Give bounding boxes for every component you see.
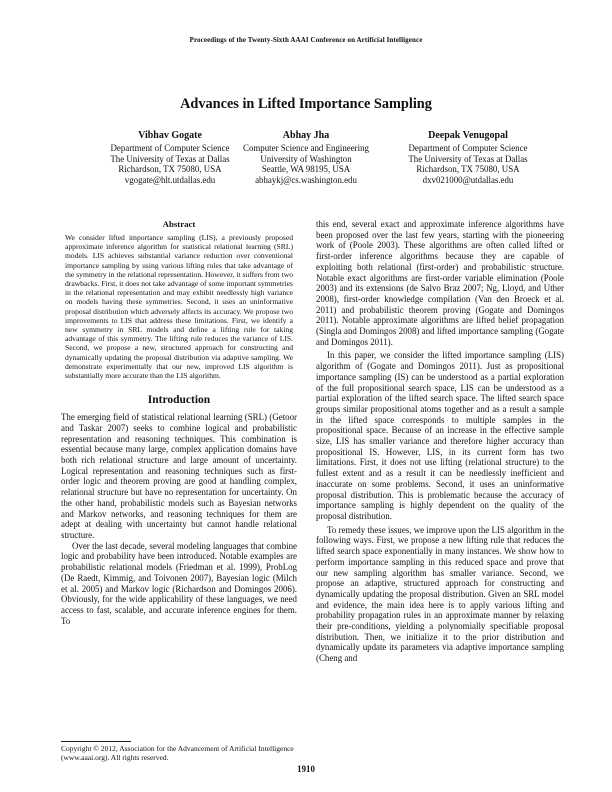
author-email: abhaykj@cs.washington.edu xyxy=(255,175,357,186)
author-address: Seattle, WA 98195, USA xyxy=(261,164,351,175)
abstract-heading: Abstract xyxy=(162,219,196,229)
author-dept: Department of Computer Science xyxy=(110,142,230,153)
author-email: vgogate@hlt.utdallas.edu xyxy=(124,175,216,186)
author-email: dxv021000@utdallas.edu xyxy=(422,175,514,186)
author-address: Richardson, TX 75080, USA xyxy=(416,164,520,175)
author-name: Abhay Jha xyxy=(282,130,330,141)
introduction-heading: Introduction xyxy=(147,394,211,407)
intro-paragraph-1: The emerging field of statistical relational learning (SRL) (Getoor and Taskar 2007) seeks to combine logical and probabilistic representation and reasoning techniques. This combination is essential because many large, complex application domains have both rich relational structure and large amount of uncertainty. Logical representation and reasoning techniques such as first-order logic and theorem proving are good at handling complex, relational structure but have no representation for uncertainty. On the other hand, probabilistic models such as Bayesian networks and Markov networks, and reasoning techniques for them are adept at dealing with uncertainty but cannot handle relational structure. xyxy=(61,412,297,540)
copyright-footnote: Copyright © 2012, Association for the Advancement of Artificial Intelligence (www.aaai.org). All rights reserved. xyxy=(61,744,294,762)
left-column xyxy=(61,219,297,626)
author-org: The University of Texas at Dallas xyxy=(110,153,230,164)
intro-paragraph-5: To remedy these issues, we improve upon the LIS algorithm in the following ways. First, we propose a new lifting rule that reduces the lifted search space exponentially in many instances. We show how to perform importance sampling in this reduced space and prove that our new sampling algorithm has smaller variance. Second, we propose an adaptive, structured approach for constructing and dynamically updating the proposal distribution. Given an SRL model and evidence, the main idea here is to apply various lifting and probability propagation rules in an approximate manner by relaxing their pre-conditions, yielding a polynomially specifiable proposal distribution. Then, we initialize it to the prior distribution and dynamically update its parameters via adaptive importance sampling (Cheng and xyxy=(316,524,564,664)
author-address: Richardson, TX 75080, USA xyxy=(118,164,222,175)
author-name: Vibhav Gogate xyxy=(138,130,202,141)
page-number: 1910 xyxy=(297,764,315,774)
paper-title: Advances in Lifted Importance Sampling xyxy=(180,96,432,112)
abstract-text: We consider lifted importance sampling (LIS), a previously proposed approximate inference algorithm for statistical relational learning (SRL) models. LIS achieves substantial variance reduction over conventional importance sampling by using various lifting rules that take advantage of the symmetry in the relational representation. However, it suffers from two drawbacks. First, it does not take advantage of some important symmetries in the relational representation and may exhibit needlessly high variance on models having these symmetries. Second, it uses an uninformative proposal distribution which adversely affects its accuracy. We propose two improvements to LIS that address these limitations. First, we identify a new symmetry in SRL models and define a lifting rule for taking advantage of this symmetry. The lifting rule reduces the variance of LIS. Second, we propose a new, structured approach for constructing and dynamically updating the proposal distribution via adaptive sampling. We demonstrate experimentally that our new, improved LIS algorithm is substantially more accurate than the LIS algorithm. xyxy=(65,233,293,381)
proceedings-header: Proceedings of the Twenty-Sixth AAAI Conference on Artificial Intelligence xyxy=(189,36,423,44)
author-dept: Computer Science and Engineering xyxy=(243,142,369,153)
footnote-rule xyxy=(61,741,131,742)
author-name: Deepak Venugopal xyxy=(428,130,508,141)
intro-paragraph-4: In this paper, we consider the lifted importance sampling (LIS) algorithm of (Gogate and Domingos 2011). Just as propositional importance sampling (IS) can be understood as a partial exploration of the full propositional search space, LIS can be understood as a partial exploration of the lifted search space. The lifted search space groups similar propositional atoms together and as a result a sample in the lifted space corresponds to multiple samples in the propositional space. Because of an increase in the effective sample size, LIS has smaller variance and therefore higher accuracy than propositional IS. However, LIS, in its current form has two limitations. First, it does not use lifting (relational structure) to the fullest extent and as a result it can be needlessly inefficient and inaccurate on some problems. Second, it uses an uninformative proposal distribution. This is problematic because the accuracy of importance sampling is highly dependent on the quality of the proposal distribution. xyxy=(316,350,564,521)
author-dept: Department of Computer Science xyxy=(408,142,528,153)
right-column xyxy=(316,219,564,664)
intro-paragraph-2: Over the last decade, several modeling languages that combine logic and probability have been introduced. Notable examples are probabilistic relational models (Friedman et al. 1999), ProbLog (De Raedt, Kimmig, and Toivonen 2007), Bayesian logic (Milch et al. 2005) and Markov logic (Richardson and Domingos 2006). Obviously, for the wide applicability of these languages, we need access to fast, scalable, and accurate inference engines for them. To xyxy=(61,540,297,626)
author-org: The University of Texas at Dallas xyxy=(408,153,528,164)
author-block-3 xyxy=(368,131,568,186)
author-org: University of Washington xyxy=(260,153,352,164)
intro-paragraph-3: this end, several exact and approximate inference algorithms have been proposed over the last few years, starting with the pioneering work of (Poole 2003). These algorithms are often called lifted or first-order inference algorithms because they are capable of exploiting both relational (first-order) and probabilistic structure. Notable exact algorithms are first-order variable elimination (Poole 2003) and its extensions (de Salvo Braz 2007; Ng, Lloyd, and Uther 2008), first-order knowledge compilation (Van den Broeck et al. 2011) and probabilistic theorem proving (Gogate and Domingos 2011). Notable approximate algorithms are lifted belief propagation (Singla and Domingos 2008) and lifted importance sampling (Gogate and Domingos 2011). xyxy=(316,219,564,347)
